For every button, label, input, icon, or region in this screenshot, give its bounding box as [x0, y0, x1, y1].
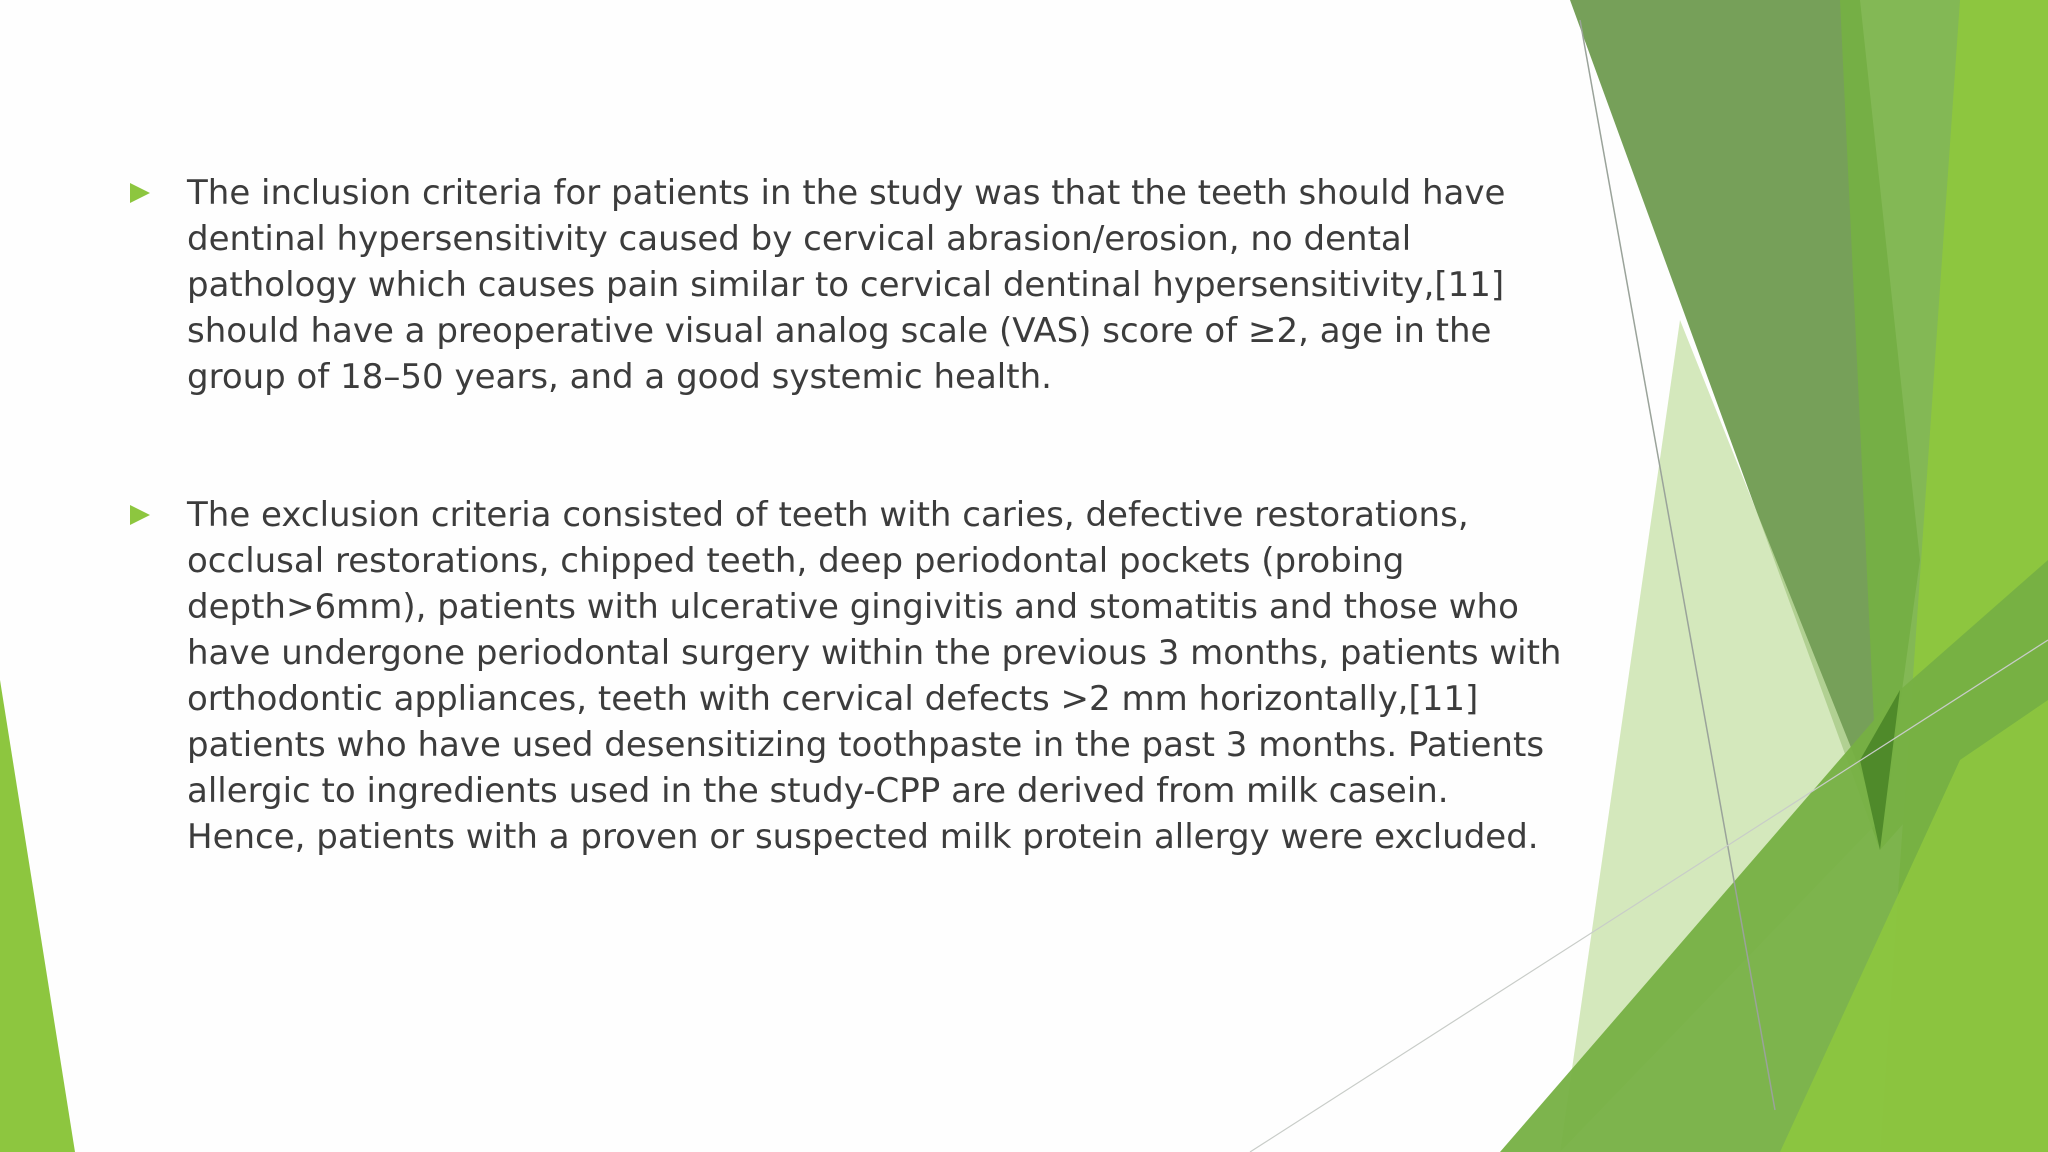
triangle-right-icon	[128, 492, 187, 538]
bullet-item-exclusion-criteria	[128, 492, 1568, 860]
bullet-text-inclusion: The inclusion criteria for patients in the study was that the teeth should have dentinal hypersensitivity caused by cervical abrasion/erosion, no dental pathology which causes pain similar to cervical dentinal hypersensitivity,[11] should have a preoperative visual analog scale (VAS) score of ≥2, age in the group of 18–50 years, and a good systemic health.	[187, 173, 1506, 397]
bullet-text-exclusion: The exclusion criteria consisted of teeth with caries, defective restorations, occlusal restorations, chipped teeth, deep periodontal pockets (probing depth>6mm), patients with ulcerative gingivitis and stomatitis and those who have undergone periodontal surgery within the previous 3 months, patients with orthodontic appliances, teeth with cervical defects >2 mm horizontally,[11] patients who have used desensitizing toothpaste in the past 3 months. Patients allergic to ingredients used in the study-CPP are derived from milk casein. Hence, patients with a proven or suspected milk protein allergy were excluded.	[187, 495, 1562, 857]
bullet-item-inclusion-criteria	[128, 170, 1568, 400]
left-green-sliver	[0, 680, 75, 1152]
slide-content	[128, 170, 1568, 860]
triangle-right-icon	[128, 170, 187, 216]
